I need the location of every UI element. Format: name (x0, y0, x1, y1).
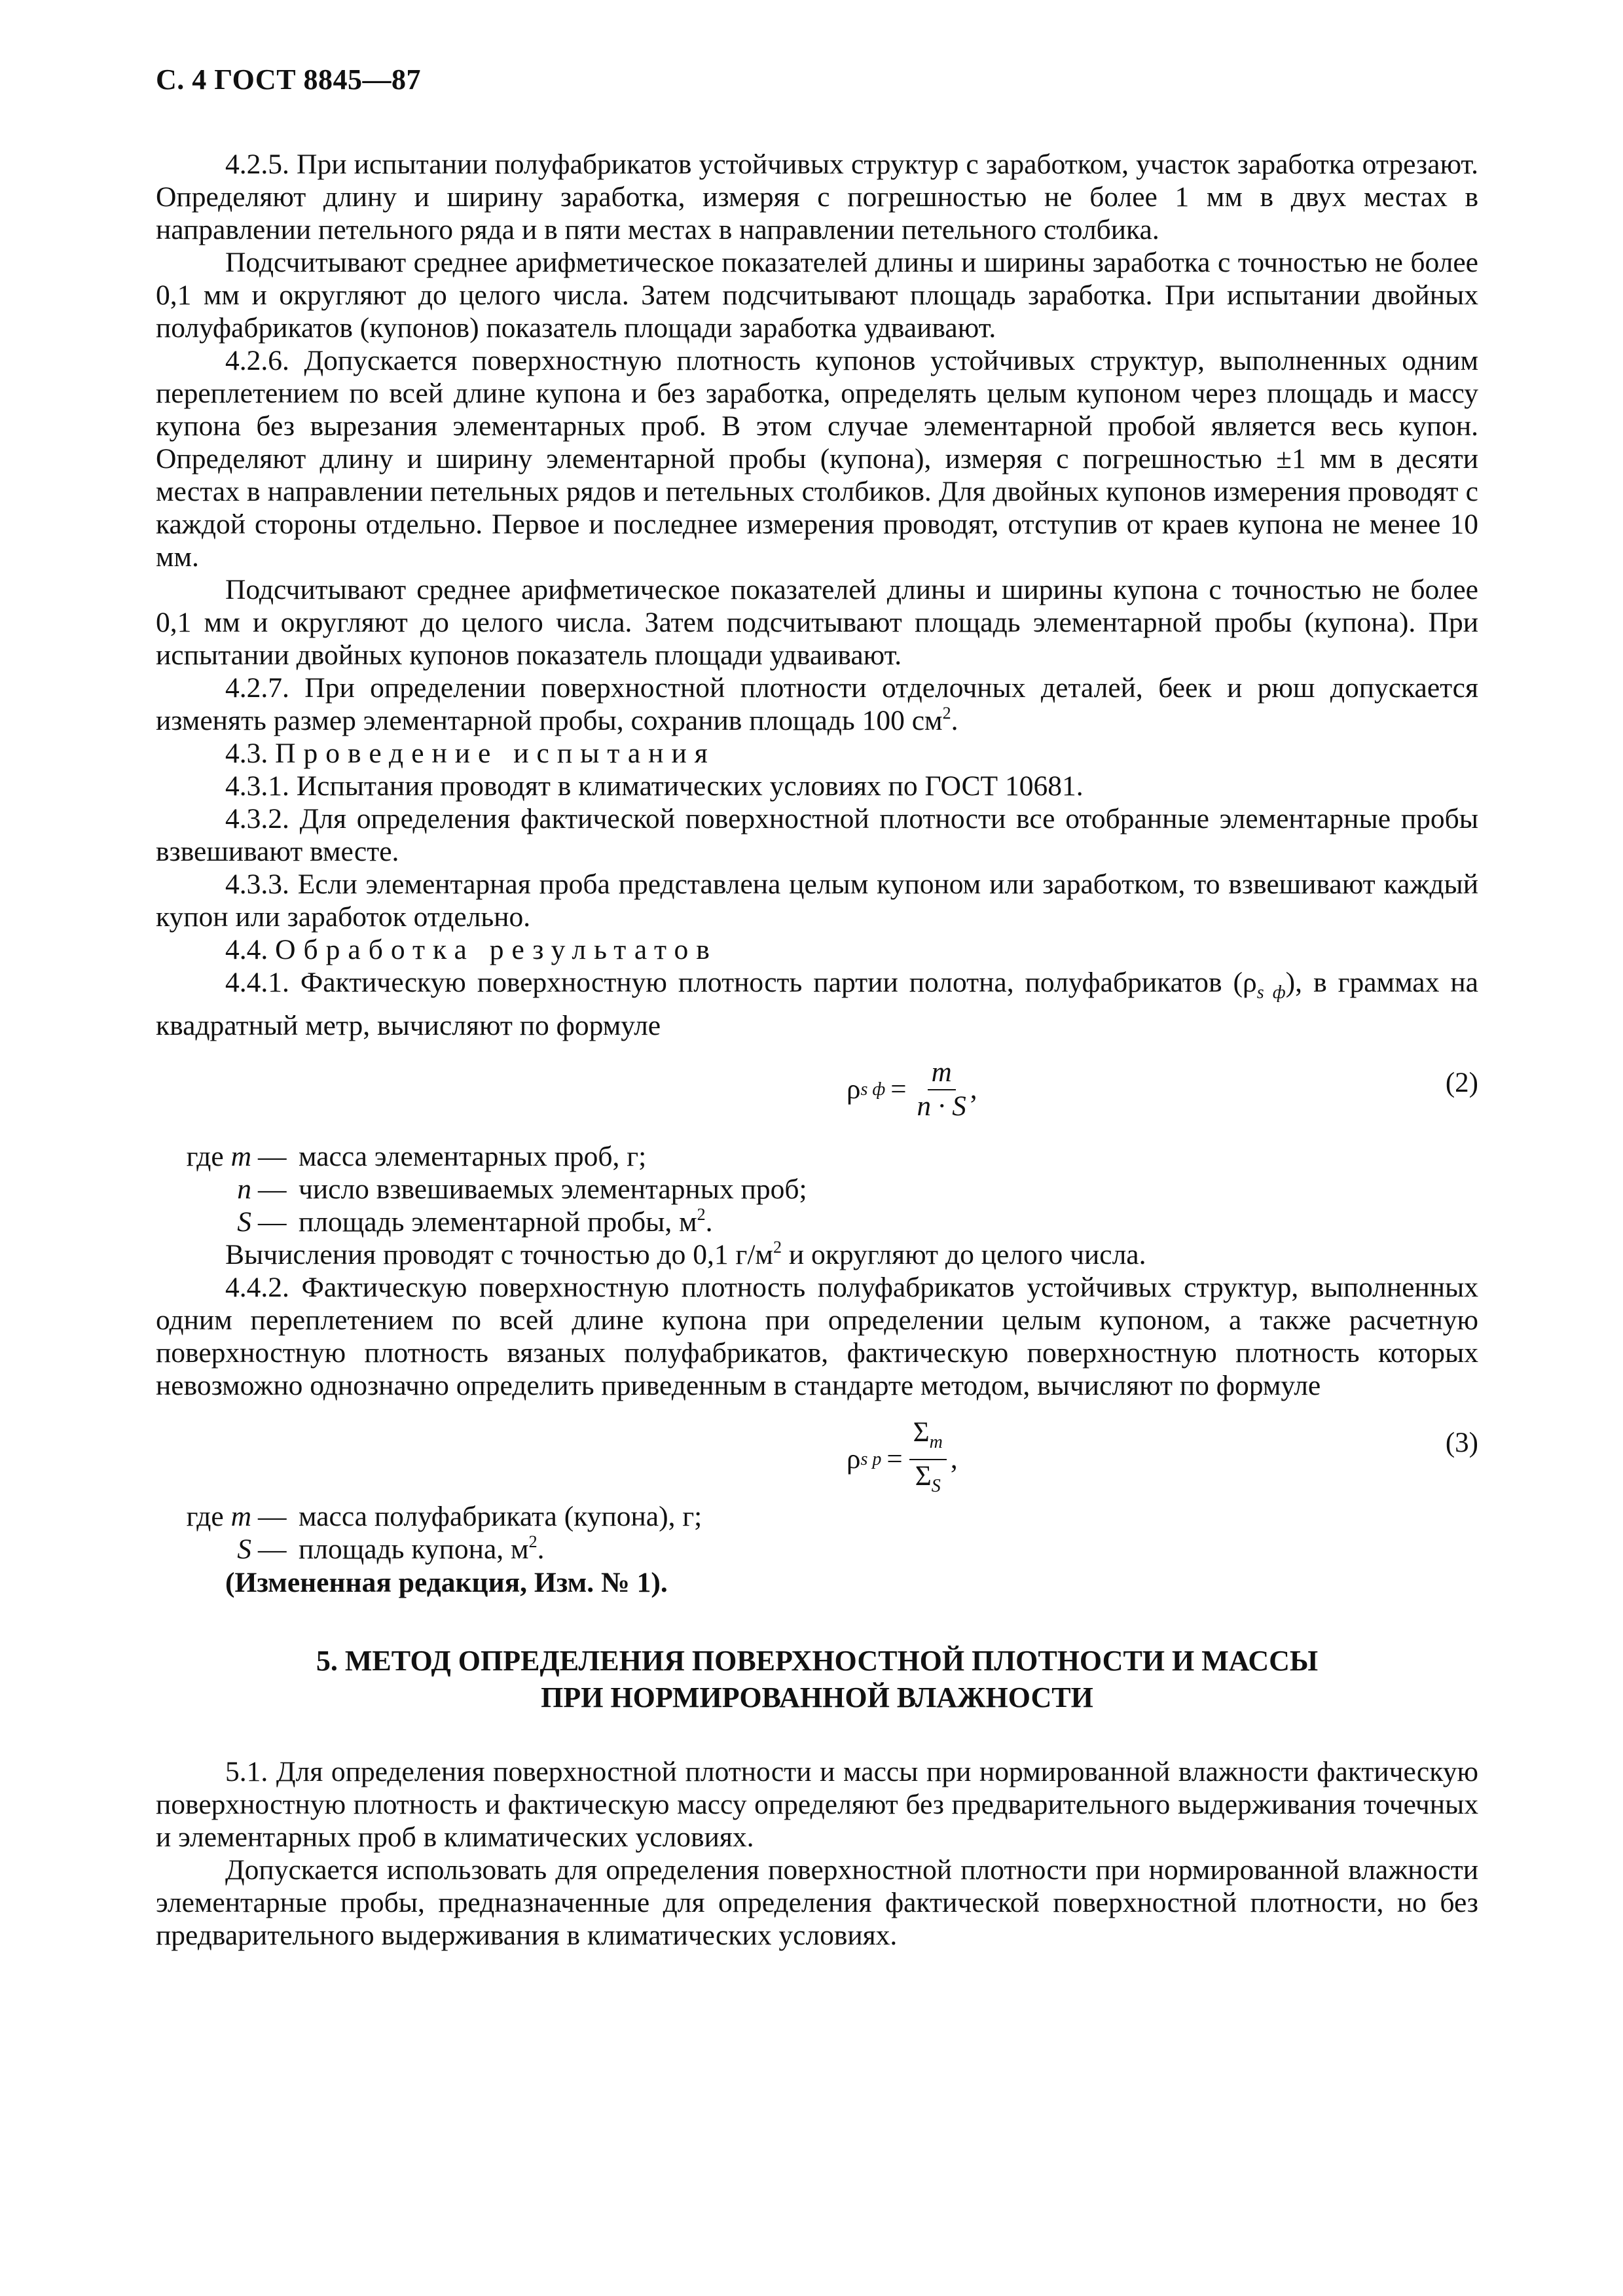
inline-rho-sub: s ф (1256, 982, 1286, 1003)
formula-2-legend (156, 1140, 1478, 1238)
formula-2-lhs-sub: s ф (860, 1079, 886, 1100)
heading-4-4-title: Обработка результатов (275, 934, 718, 965)
formula-3-fraction (909, 1416, 947, 1503)
paragraph-4-4-1-text: 4.4.1. Фактическую поверхностную плотность партии полотна, полуфабрикатов ( (225, 967, 1243, 998)
formula-3-legend (156, 1500, 1478, 1566)
paragraph-4-2-7 (156, 672, 1478, 737)
paragraph-4-4-1 (156, 966, 1478, 1042)
calc-precision-sup: 2 (773, 1238, 782, 1257)
legend-symbol: S (237, 1206, 251, 1238)
legend-row (156, 1500, 1478, 1533)
paragraph-5-1-cont: Допускается использовать для определения поверхностной плотности при нормированной влажности элементарные пробы, предназначенные для определения фактической поверхностной плотности, но без предварительного выдерживания в климатических условиях. (156, 1854, 1478, 1951)
paragraph-4-4-1-end: ), в граммах на квадратный метр, вычисляют по формуле (156, 967, 1478, 1041)
legend-symbol: где m (186, 1501, 251, 1532)
legend-symbol: где m (186, 1141, 251, 1172)
formula-3 (156, 1402, 1478, 1500)
paragraph-4-2-6-cont: Подсчитывают среднее арифметическое показателей длины и ширины купона с точностью не более 0,1 мм и округляют до целого числа. Затем подсчитывают площадь элементарной пробы (купона). При испытании двойных купонов показатель площади удваивают. (156, 574, 1478, 671)
legend-text: площадь элементарной пробы, $м^2$. (299, 1205, 713, 1238)
formula-2-denominator: n · S (917, 1091, 966, 1122)
legend-text: масса элементарных проб, г; (299, 1141, 647, 1172)
legend-text: число взвешиваемых элементарных проб; (299, 1174, 807, 1205)
formula-2-fraction (913, 1056, 970, 1123)
legend-row (156, 1206, 1478, 1238)
page-header: С. 4 ГОСТ 8845—87 (156, 63, 422, 96)
formula-3-expression (847, 1416, 958, 1503)
formula-3-lhs: ρ (847, 1444, 861, 1475)
paragraph-4-2-7-end: . (951, 705, 958, 736)
formula-2-lhs: ρ (847, 1074, 861, 1105)
heading-4-3-title: Проведение испытания (275, 738, 716, 769)
legend-dash: — (258, 1141, 287, 1172)
legend-dash: — (258, 1206, 287, 1238)
legend-dash: — (258, 1174, 287, 1205)
heading-4-4 (156, 933, 1478, 966)
legend-row (156, 1533, 1478, 1566)
section-5-title-line-1: 5. МЕТОД ОПРЕДЕЛЕНИЯ ПОВЕРХНОСТНОЙ ПЛОТНОСТИ И МАССЫ (316, 1645, 1319, 1677)
formula-2-comma: , (970, 1074, 977, 1105)
formula-2-equals: = (890, 1074, 907, 1105)
paragraph-calc-precision (156, 1238, 1478, 1271)
paragraph-4-2-5-cont: Подсчитывают среднее арифметическое показателей длины и ширины заработка с точностью не более 0,1 мм и округляют до целого числа. Затем подсчитывают площадь заработка. При испытании двойных полуфабрикатов (купонов) показатель площади заработка удваивают. (156, 247, 1478, 344)
paragraph-4-2-7-sup: 2 (942, 704, 951, 723)
legend-row (156, 1173, 1478, 1206)
calc-precision-text: Вычисления проводят с точностью до 0,1 г/м (225, 1239, 773, 1270)
paragraph-4-3-3: 4.3.3. Если элементарная проба представлена целым купоном или заработком, то взвешивают каждый купон или заработок отдельно. (156, 869, 1478, 933)
section-5-title (156, 1643, 1478, 1716)
formula-3-denominator: $\Sigma_S$ (915, 1461, 941, 1496)
heading-4-4-number: 4.4. (225, 934, 268, 965)
inline-rho: ρ (1243, 967, 1257, 998)
calc-precision-end: и округляют до целого числа. (781, 1239, 1146, 1270)
formula-3-numerator: $\Sigma_m$ (909, 1416, 947, 1460)
formula-2 (156, 1042, 1478, 1140)
formula-3-number: (3) (1445, 1427, 1478, 1458)
legend-symbol: n (237, 1174, 251, 1205)
amendment-note: (Измененная редакция, Изм. № 1). (225, 1567, 668, 1598)
heading-4-3-number: 4.3. (225, 738, 268, 769)
legend-dash: — (258, 1501, 287, 1532)
paragraph-4-3-2: 4.3.2. Для определения фактической поверхностной плотности все отобранные элементарные пробы взвешивают вместе. (156, 803, 1478, 867)
legend-row (156, 1140, 1478, 1173)
paragraph-4-2-7-text: 4.2.7. При определении поверхностной плотности отделочных деталей, беек и рюш допускается изменять размер элементарной пробы, сохранив площадь 100 см (156, 672, 1478, 736)
legend-text: масса полуфабриката (купона), г; (299, 1501, 702, 1532)
formula-3-lhs-sub: s р (860, 1449, 882, 1469)
formula-2-expression (847, 1056, 977, 1123)
formula-2-numerator: m (928, 1056, 956, 1090)
paragraph-4-4-2: 4.4.2. Фактическую поверхностную плотность полуфабрикатов устойчивых структур, выполненных одним переплетением по всей длине купона при определении целым купоном, а также расчетную поверхностную плотность вязаных полуфабрикатов, фактическую поверхностную плотность которых невозможно однозначно определить приведенным в стандарте методом, вычисляют по формуле (156, 1272, 1478, 1401)
section-5-title-line-2: ПРИ НОРМИРОВАННОЙ ВЛАЖНОСТИ (541, 1681, 1093, 1713)
legend-dash: — (258, 1534, 287, 1565)
formula-3-equals: = (886, 1444, 903, 1475)
legend-symbol: S (237, 1534, 251, 1565)
formula-3-comma: , (950, 1444, 958, 1475)
heading-4-3 (156, 737, 1478, 770)
formula-2-number: (2) (1445, 1067, 1478, 1098)
document-body (156, 148, 1478, 1952)
paragraph-4-2-6: 4.2.6. Допускается поверхностную плотность купонов устойчивых структур, выполненных одним переплетением по всей длине купона и без заработка, определять целым купоном через площадь и массу купона без вырезания элементарных проб. В этом случае элементарной пробой является весь купон. Определяют длину и ширину элементарной пробы (купона), измеряя с погрешностью ±1 мм в десяти местах в направлении петельных рядов и петельных столбиков. Для двойных купонов измерения проводят с каждой стороны отдельно. Первое и последнее измерения проводят, отступив от краев купона не менее 10 мм. (156, 345, 1478, 573)
legend-text: площадь купона, $м^2$. (299, 1532, 545, 1565)
paragraph-4-2-5: 4.2.5. При испытании полуфабрикатов устойчивых структур с заработком, участок заработка отрезают. Определяют длину и ширину заработка, измеряя с погрешностью не более 1 мм в двух местах в направлении петельного ряда и в пяти местах в направлении петельного столбика. (156, 149, 1478, 245)
paragraph-4-3-1: 4.3.1. Испытания проводят в климатических условиях по ГОСТ 10681. (225, 770, 1084, 802)
paragraph-5-1: 5.1. Для определения поверхностной плотности и массы при нормированной влажности фактическую поверхностную плотность и фактическую массу определяют без предварительного выдерживания точечных и элементарных проб в климатических условиях. (156, 1756, 1478, 1853)
